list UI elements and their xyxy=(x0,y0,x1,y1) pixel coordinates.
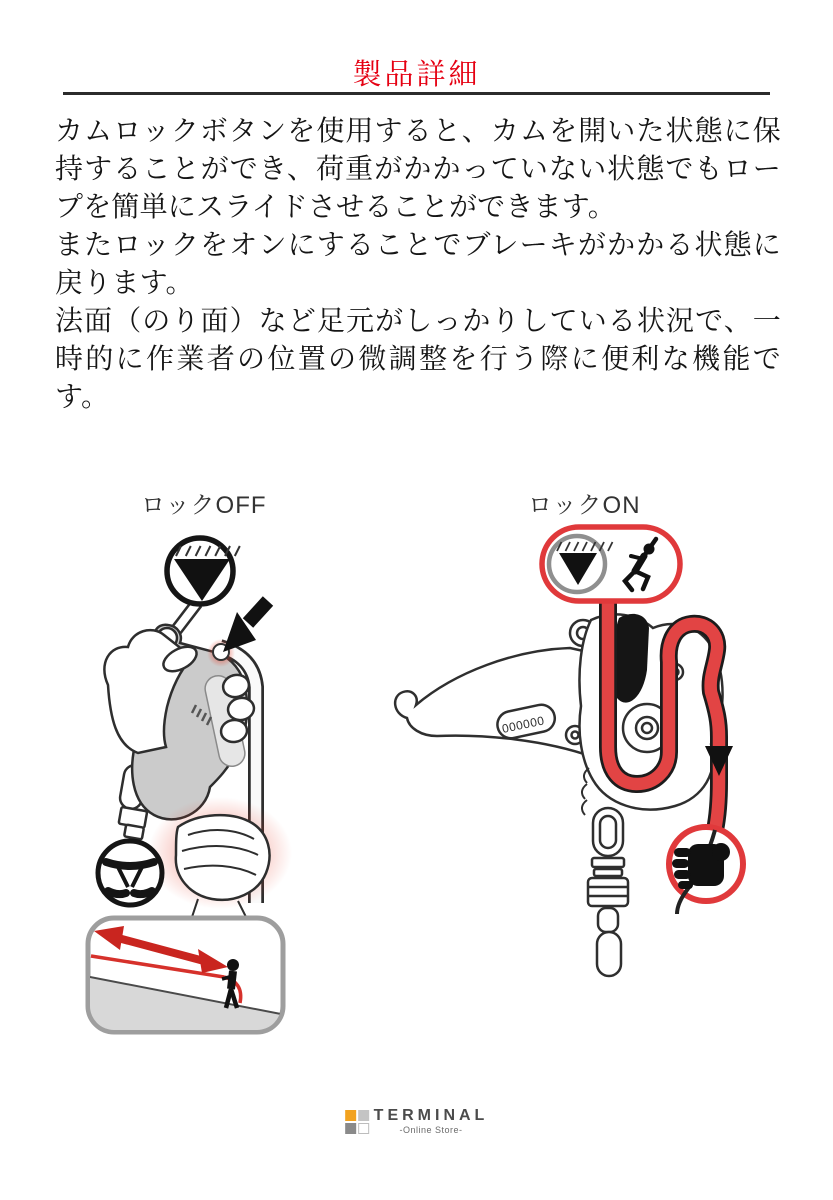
anchor-direction-icon xyxy=(167,538,240,604)
description-paragraph: またロックをオンにすることでブレーキがかかる状態に戻ります。 xyxy=(55,229,781,298)
page-title: 製品詳細 xyxy=(352,59,481,91)
figure-label-lock-on: ロックON xyxy=(528,492,641,519)
logo-square-orange xyxy=(345,1110,356,1121)
lock-on-illustration xyxy=(385,522,785,1037)
harness-icon xyxy=(98,841,162,905)
serial-marks: 000000 xyxy=(500,713,546,736)
brand-tagline: -Online Store- xyxy=(399,1125,463,1135)
lock-off-illustration xyxy=(70,525,370,1055)
logo-square-white xyxy=(358,1123,369,1134)
logo-square-darkgray xyxy=(345,1123,356,1134)
warning-pill xyxy=(542,527,680,601)
brand-name: TERMINAL xyxy=(373,1107,489,1124)
footer-logo xyxy=(345,1108,489,1135)
press-arrow-icon xyxy=(223,601,268,652)
slope-diagram xyxy=(88,918,283,1032)
brake-hand-icon xyxy=(669,827,743,914)
description-paragraph: カムロックボタンを使用すると、カムを開いた状態に保持することができ、荷重がかかっていない状態でもロープを簡単にスライドさせることができます。 xyxy=(55,115,781,222)
title-underline xyxy=(63,92,770,95)
logo-square-lightgray xyxy=(358,1110,369,1121)
product-description xyxy=(55,112,781,416)
description-paragraph: 法面（のり面）など足元がしっかりしている状況で、一時的に作業者の位置の微調整を行う際に便利な機能です。 xyxy=(55,305,781,412)
figure-label-lock-off: ロックOFF xyxy=(141,492,267,519)
brand-squares-icon xyxy=(345,1110,369,1134)
